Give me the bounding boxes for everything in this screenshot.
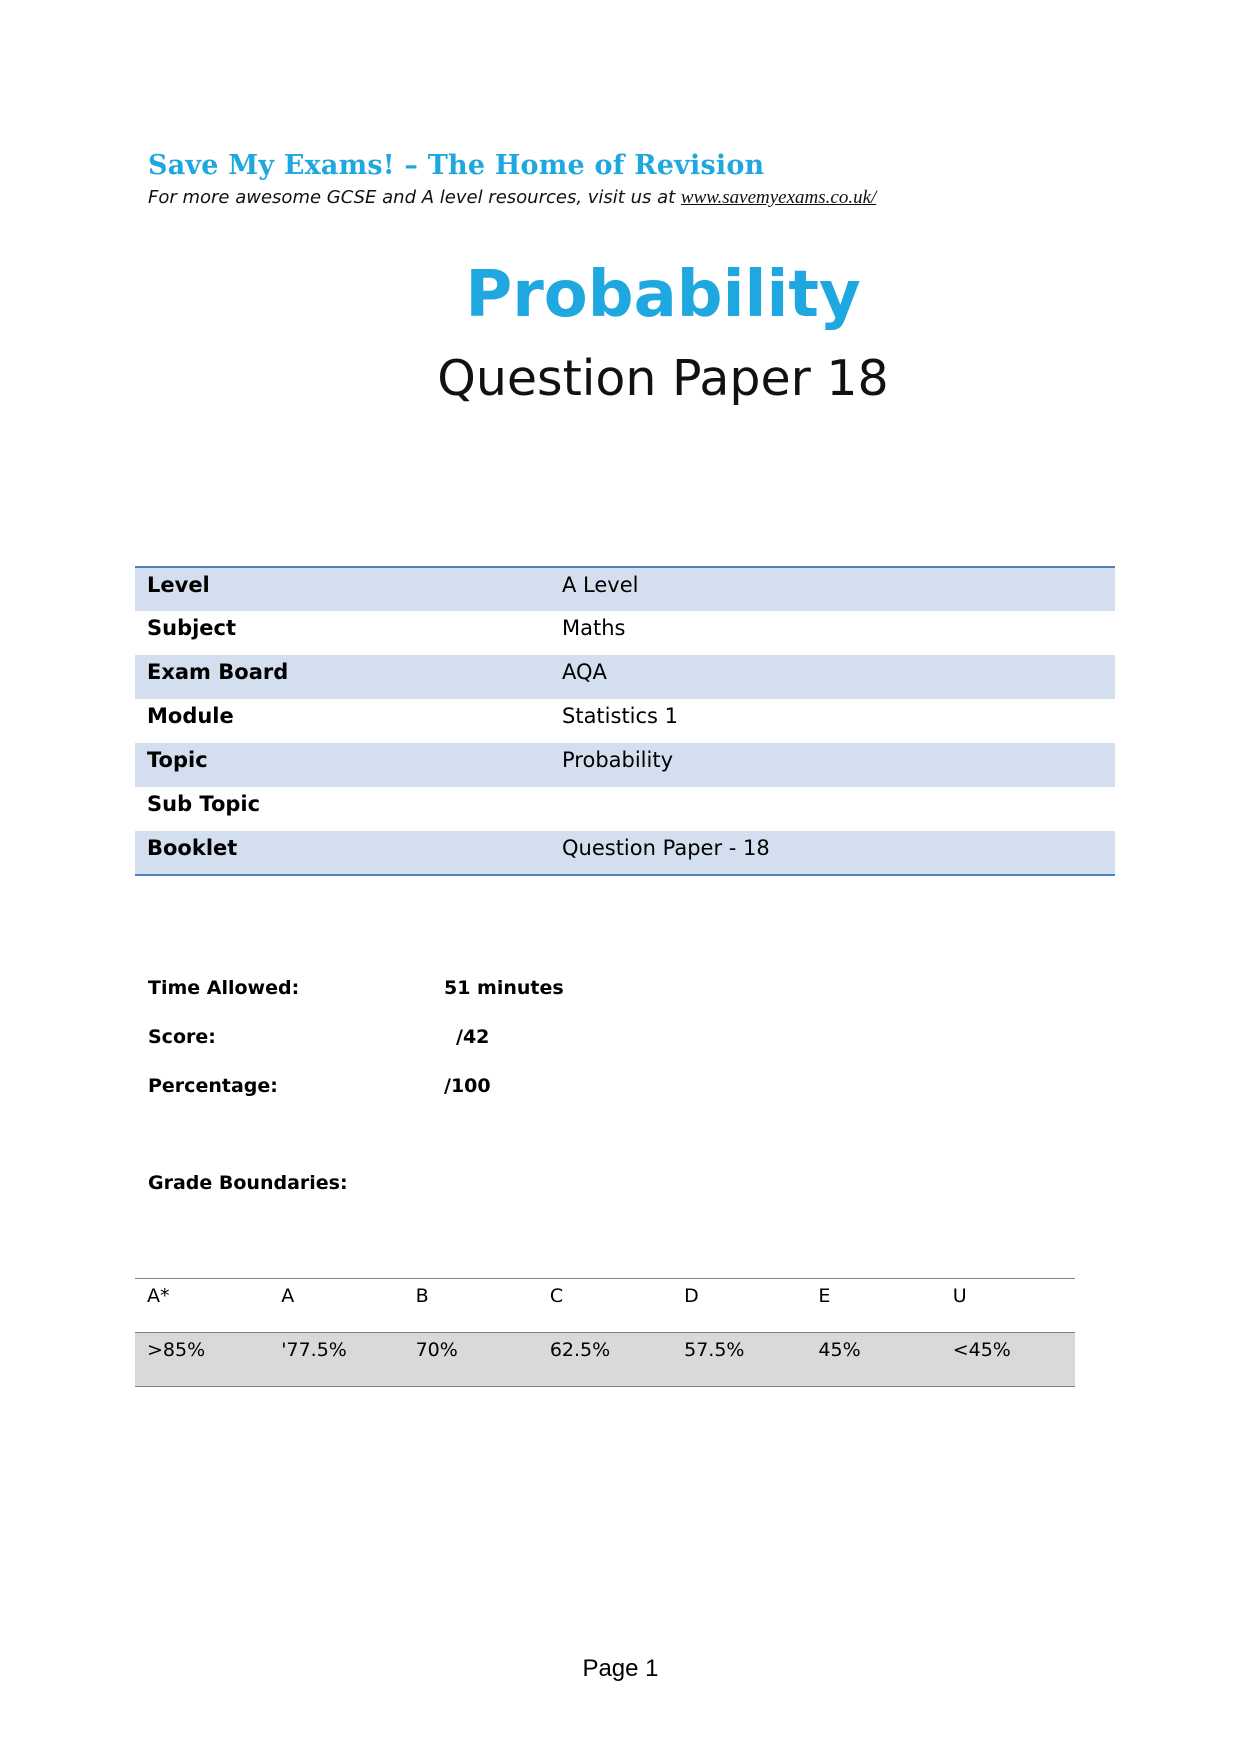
paper-info-table — [135, 566, 1115, 876]
grade-label: A — [281, 1285, 295, 1307]
grade-boundaries-table — [135, 1278, 1075, 1387]
document-subtitle: Question Paper 18 — [437, 350, 889, 407]
score-label: Score: — [148, 1026, 216, 1048]
time-allowed-label: Time Allowed: — [148, 977, 300, 999]
info-value: Question Paper - 18 — [550, 831, 1115, 875]
grade-values-row — [135, 1333, 1075, 1387]
info-row — [135, 787, 1115, 831]
info-row — [135, 699, 1115, 743]
grade-label: A* — [147, 1285, 170, 1307]
percentage-value: /100 — [444, 1075, 491, 1097]
document-title: Probability — [465, 258, 861, 332]
info-label: Module — [147, 704, 234, 728]
grade-label: C — [549, 1285, 564, 1307]
grade-label: D — [684, 1285, 699, 1307]
score-value: /42 — [456, 1026, 490, 1048]
info-value: A Level — [550, 567, 1115, 611]
info-row — [135, 611, 1115, 655]
info-label: Subject — [147, 616, 237, 640]
grade-label: B — [415, 1285, 429, 1307]
info-label: Level — [135, 567, 550, 611]
grade-value: 70% — [404, 1333, 538, 1387]
website-link[interactable]: www.savemyexams.co.uk/ — [680, 187, 877, 208]
page-number: Page 1 — [582, 1655, 659, 1682]
grade-labels-row — [135, 1279, 1075, 1333]
time-allowed-value: 51 minutes — [444, 977, 564, 999]
percentage-label: Percentage: — [148, 1075, 278, 1097]
info-value: Maths — [562, 616, 626, 640]
grade-value: 62.5% — [538, 1333, 672, 1387]
info-label: Sub Topic — [147, 792, 261, 816]
info-row — [135, 567, 1115, 611]
grade-label: E — [818, 1285, 831, 1307]
brand-title: Save My Exams! – The Home of Revision — [148, 150, 765, 181]
grade-value: 57.5% — [672, 1333, 806, 1387]
info-label: Topic — [135, 743, 550, 787]
grade-label: U — [952, 1285, 967, 1307]
info-row — [135, 743, 1115, 787]
info-label: Booklet — [135, 831, 550, 875]
grade-value: <45% — [941, 1333, 1075, 1387]
grade-value: >85% — [135, 1333, 269, 1387]
info-row — [135, 831, 1115, 875]
info-value: Probability — [550, 743, 1115, 787]
info-label: Exam Board — [135, 655, 550, 699]
info-value: Statistics 1 — [562, 704, 679, 728]
info-row — [135, 655, 1115, 699]
grade-boundaries-label: Grade Boundaries: — [148, 1172, 348, 1194]
tagline-text: For more awesome GCSE and A level resources, visit us at — [148, 187, 681, 208]
info-value — [550, 787, 1115, 831]
grade-value: '77.5% — [269, 1333, 403, 1387]
grade-value: 45% — [806, 1333, 940, 1387]
info-value: AQA — [550, 655, 1115, 699]
tagline — [148, 187, 876, 209]
